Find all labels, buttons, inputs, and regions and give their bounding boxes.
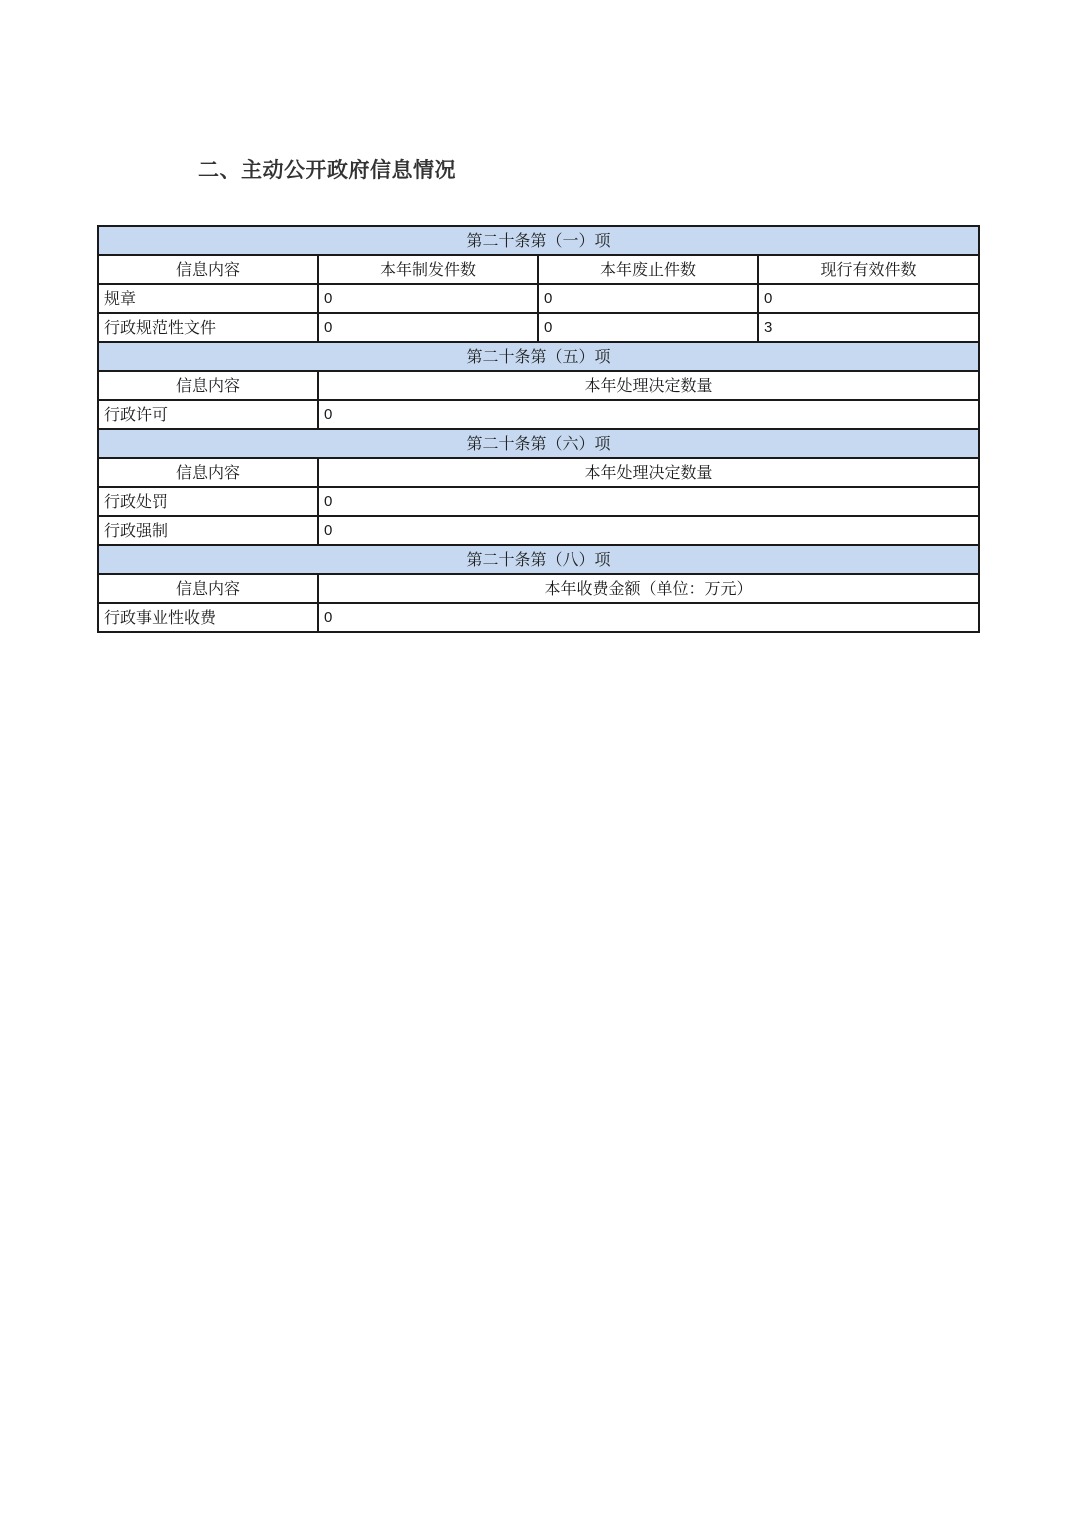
cell-value: 0 [318, 284, 538, 313]
section-heading: 第二十条第（一）项 [98, 226, 979, 255]
section-heading-row [98, 429, 979, 458]
column-header-row [98, 574, 979, 603]
cell-value: 0 [538, 284, 758, 313]
column-header: 信息内容 [98, 574, 318, 603]
table-row [98, 516, 979, 545]
column-header: 本年收费金额（单位：万元） [318, 574, 979, 603]
cell-value: 0 [318, 400, 979, 429]
column-header-row [98, 371, 979, 400]
column-header: 本年处理决定数量 [318, 458, 979, 487]
section-title: 二、主动公开政府信息情况 [198, 157, 456, 182]
table-row [98, 400, 979, 429]
disclosure-table [97, 225, 980, 633]
section-heading: 第二十条第（六）项 [98, 429, 979, 458]
table-row [98, 313, 979, 342]
section-heading: 第二十条第（五）项 [98, 342, 979, 371]
cell-value: 0 [538, 313, 758, 342]
section-heading: 第二十条第（八）项 [98, 545, 979, 574]
column-header: 信息内容 [98, 458, 318, 487]
cell-value: 0 [318, 313, 538, 342]
table-row [98, 487, 979, 516]
row-label: 行政规范性文件 [98, 313, 318, 342]
column-header: 现行有效件数 [758, 255, 979, 284]
row-label: 行政许可 [98, 400, 318, 429]
table-row [98, 603, 979, 632]
cell-value: 0 [318, 516, 979, 545]
column-header: 本年废止件数 [538, 255, 758, 284]
column-header-row [98, 458, 979, 487]
cell-value: 0 [318, 603, 979, 632]
column-header: 信息内容 [98, 371, 318, 400]
row-label: 规章 [98, 284, 318, 313]
cell-value: 0 [758, 284, 979, 313]
section-heading-row [98, 342, 979, 371]
column-header-row [98, 255, 979, 284]
section-heading-row [98, 226, 979, 255]
section-heading-row [98, 545, 979, 574]
column-header: 本年处理决定数量 [318, 371, 979, 400]
row-label: 行政处罚 [98, 487, 318, 516]
row-label: 行政事业性收费 [98, 603, 318, 632]
row-label: 行政强制 [98, 516, 318, 545]
column-header: 本年制发件数 [318, 255, 538, 284]
table-row [98, 284, 979, 313]
column-header: 信息内容 [98, 255, 318, 284]
cell-value: 3 [758, 313, 979, 342]
cell-value: 0 [318, 487, 979, 516]
